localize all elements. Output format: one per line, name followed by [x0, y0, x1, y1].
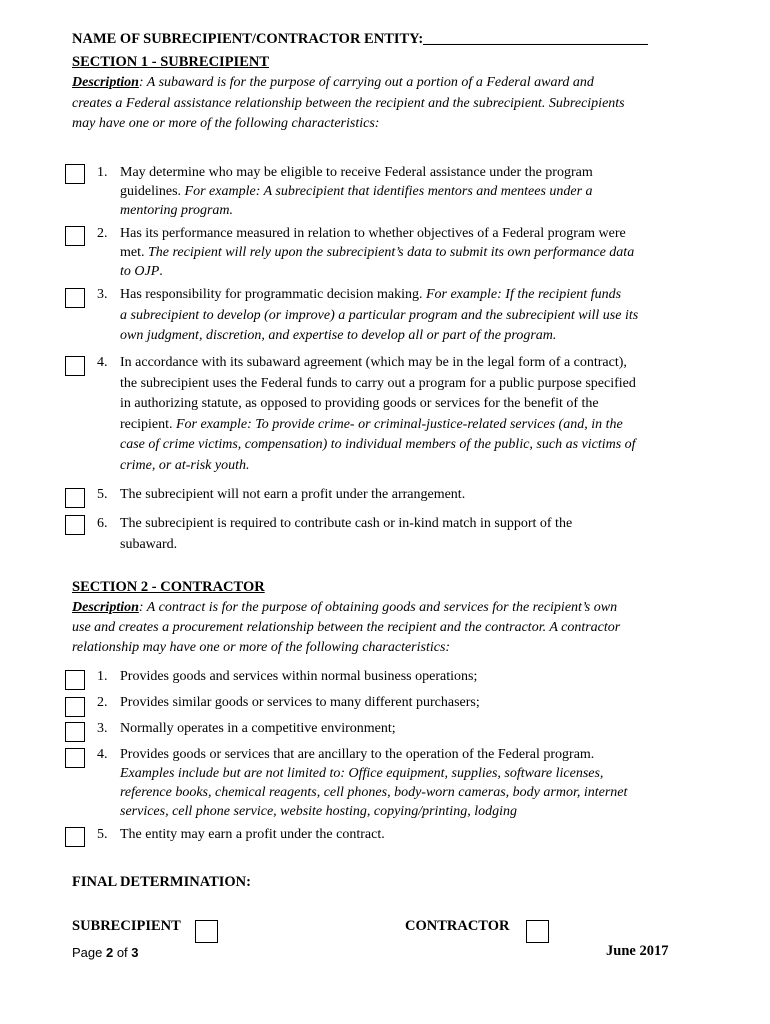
description-label: Description	[72, 75, 139, 90]
contractor-determination-checkbox[interactable]	[526, 920, 549, 943]
contractor-characteristic-1-checkbox[interactable]	[65, 670, 85, 690]
subrecipient-characteristic-4-checkbox[interactable]	[65, 356, 85, 376]
subrecipient-characteristic-5-checkbox[interactable]	[65, 488, 85, 508]
list-item: 6. The subrecipient is required to contribute cash or in-kind match in support of the subaward.	[97, 516, 573, 552]
list-item: 5. The entity may earn a profit under the contract.	[97, 827, 385, 842]
contractor-characteristic-3-checkbox[interactable]	[65, 722, 85, 742]
list-item: 2. Provides similar goods or services to many different purchasers;	[97, 695, 480, 710]
contractor-label: CONTRACTOR	[405, 918, 510, 934]
contractor-characteristic-4-checkbox[interactable]	[65, 748, 85, 768]
list-item: 3. Has responsibility for programmatic decision making. For example: If the recipient funds a subrecipient to develop (or improve) a particular program and the subrecipient will use its own judgment, discretion, and expertise to develop all or part of the program.	[97, 287, 639, 343]
list-item: 1. May determine who may be eligible to receive Federal assistance under the program guidelines. For example: A subrecipient that identifies mentors and mentees under a mentoring program.	[97, 165, 593, 218]
subrecipient-characteristic-2-checkbox[interactable]	[65, 226, 85, 246]
list-item: 3. Normally operates in a competitive environment;	[97, 721, 396, 736]
contractor-characteristic-5-checkbox[interactable]	[65, 827, 85, 847]
document-date: June 2017	[606, 943, 669, 959]
list-item: 5. The subrecipient will not earn a profit under the arrangement.	[97, 487, 466, 502]
description-label: Description	[72, 600, 139, 615]
section-2-description: Description: A contract is for the purpose of obtaining goods and services for the recipient’s own use and creates a procurement relationship between the recipient and the contractor. A contractor relationship may have one or more of the following characteristics:	[72, 600, 621, 655]
section-1-title: SECTION 1 - SUBRECIPIENT	[72, 54, 270, 70]
subrecipient-characteristic-6-checkbox[interactable]	[65, 515, 85, 535]
subrecipient-characteristic-3-checkbox[interactable]	[65, 288, 85, 308]
final-determination-title: FINAL DETERMINATION:	[72, 874, 251, 890]
list-item: 1. Provides goods and services within normal business operations;	[97, 669, 478, 684]
list-item: 2. Has its performance measured in relation to whether objectives of a Federal program were met. The recipient will rely upon the subrecipient’s data to submit its own performance data to OJP.	[97, 226, 635, 279]
entity-name-label: NAME OF SUBRECIPIENT/CONTRACTOR ENTITY:_______________________________	[72, 31, 648, 47]
page-number: Page 2 of 3	[72, 945, 139, 960]
list-item: 4. In accordance with its subaward agreement (which may be in the legal form of a contract), the subrecipient uses the Federal funds to carry out a program for a public purpose specified in authorizing statute, as opposed to providing goods or services for the benefit of the recipient. For example: To provide crime- or criminal-justice-related services (and, in the case of crime victims, compensation) to individual members of the public, such as victims of crime, or at-risk youth.	[97, 355, 636, 473]
contractor-characteristic-2-checkbox[interactable]	[65, 697, 85, 717]
list-item: 4. Provides goods or services that are ancillary to the operation of the Federal program. Examples include but are not limited to: Office equipment, supplies, software licenses, reference books, chemical reagents, cell phones, body-worn cameras, body armor, internet services, cell phone service, website hosting, copying/printing, lodging	[97, 747, 628, 819]
section-2-title: SECTION 2 - CONTRACTOR	[72, 579, 265, 595]
subrecipient-determination-checkbox[interactable]	[195, 920, 218, 943]
subrecipient-label: SUBRECIPIENT	[72, 918, 181, 934]
section-1-description: Description: A subaward is for the purpose of carrying out a portion of a Federal award and creates a Federal assistance relationship between the recipient and the subrecipient. Subrecipients may have one or more of the following characteristics:	[72, 75, 625, 131]
subrecipient-characteristic-1-checkbox[interactable]	[65, 164, 85, 184]
